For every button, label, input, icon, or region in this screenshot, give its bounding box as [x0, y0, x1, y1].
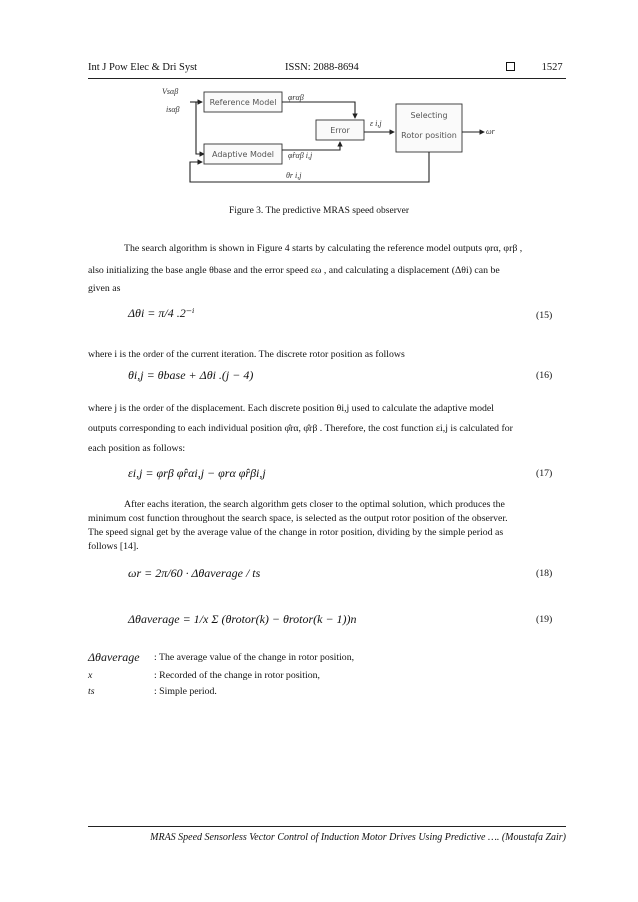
paragraph-3-line-3: each position as follows:	[88, 443, 186, 454]
paragraph-1-line-2: also initializing the base angle θbase and the error speed εω , and calculating a displacement (Δθi) can be	[88, 265, 500, 276]
equation-17-number: (17)	[536, 468, 553, 479]
definition-text: : Simple period.	[154, 686, 217, 697]
eps-label: ε i,j	[370, 119, 382, 128]
definition-symbol: ts	[88, 686, 95, 697]
omega-label: ωr	[486, 127, 495, 136]
checkbox-icon	[506, 62, 515, 71]
paragraph-4-line-3: The speed signal get by the average value of the change in rotor position, dividing by the simple period as	[88, 527, 504, 538]
paragraph-1-line-3: given as	[88, 283, 121, 294]
definition-text: : The average value of the change in rotor position,	[154, 652, 355, 663]
input-branch-line	[196, 102, 204, 154]
phi-ref-label: φrαβ	[288, 93, 304, 102]
header-rule	[88, 78, 566, 79]
rotor-position-label: Rotor position	[401, 131, 457, 140]
paragraph-4-line-1: After eachs iteration, the search algorithm gets closer to the optimal solution, which produces the	[124, 499, 505, 510]
equation-19-number: (19)	[536, 614, 553, 625]
issn: ISSN: 2088-8694	[285, 62, 359, 73]
reference-model-label: Reference Model	[209, 98, 277, 107]
figure-caption: Figure 3. The predictive MRAS speed observer	[228, 206, 410, 216]
footer-rule	[88, 826, 566, 827]
journal-name: Int J Pow Elec & Dri Syst	[88, 62, 198, 73]
paragraph-1-line-1: The search algorithm is shown in Figure 4 starts by calculating the reference model outputs φrα, φrβ ,	[124, 243, 523, 254]
paragraph-2: where i is the order of the current iteration. The discrete rotor position as follows	[88, 349, 405, 360]
paragraph-4-line-2: minimum cost function throughout the search space, is selected as the output rotor position of the observer.	[88, 513, 508, 524]
theta-label: θr i,j	[286, 171, 302, 180]
equation-16-number: (16)	[536, 370, 553, 381]
equation-19: Δθaverage = 1/x Σ (θrotor(k) − θrotor(k − 1))n	[128, 612, 357, 626]
adaptive-model-label: Adaptive Model	[212, 150, 274, 159]
phi-hat-label: φ̂rαβ i,j	[288, 151, 313, 160]
definition-symbol: Δθaverage	[88, 650, 140, 664]
paragraph-4-line-4: follows [14].	[88, 541, 139, 552]
equation-15: Δθi = π/4 .2⁻ⁱ	[128, 306, 195, 320]
paragraph-3-line-2: outputs corresponding to each individual position φ̂rα, φ̂rβ . Therefore, the cost function εi,j is calculated for	[88, 423, 513, 434]
page-number: 1527	[541, 62, 563, 73]
equation-18: ωr = 2π/60 · Δθaverage / ts	[128, 566, 261, 580]
page-number-group	[506, 62, 563, 73]
mras-diagram	[150, 86, 510, 196]
phi-ref-line	[282, 102, 355, 118]
footer-text: MRAS Speed Sensorless Vector Control of Induction Motor Drives Using Predictive …. (Moustafa Zair)	[150, 832, 566, 843]
equation-17: εi,j = φrβ φ̂rαi,j − φrα φ̂rβi,j	[128, 466, 266, 480]
paragraph-3-line-1: where j is the order of the displacement. Each discrete position θi,j used to calculate the adaptive model	[88, 403, 494, 414]
definition-text: : Recorded of the change in rotor position,	[154, 670, 320, 681]
equation-15-number: (15)	[536, 310, 553, 321]
error-label: Error	[330, 126, 350, 135]
equation-18-number: (18)	[536, 568, 553, 579]
phi-hat-line	[282, 142, 340, 150]
definition-symbol: x	[88, 670, 93, 681]
v-label: Vsαβ	[162, 87, 179, 96]
i-label: isαβ	[166, 105, 180, 114]
equation-16: θi,j = θbase + Δθi .(j − 4)	[128, 368, 254, 382]
selecting-label: Selecting	[410, 111, 448, 120]
